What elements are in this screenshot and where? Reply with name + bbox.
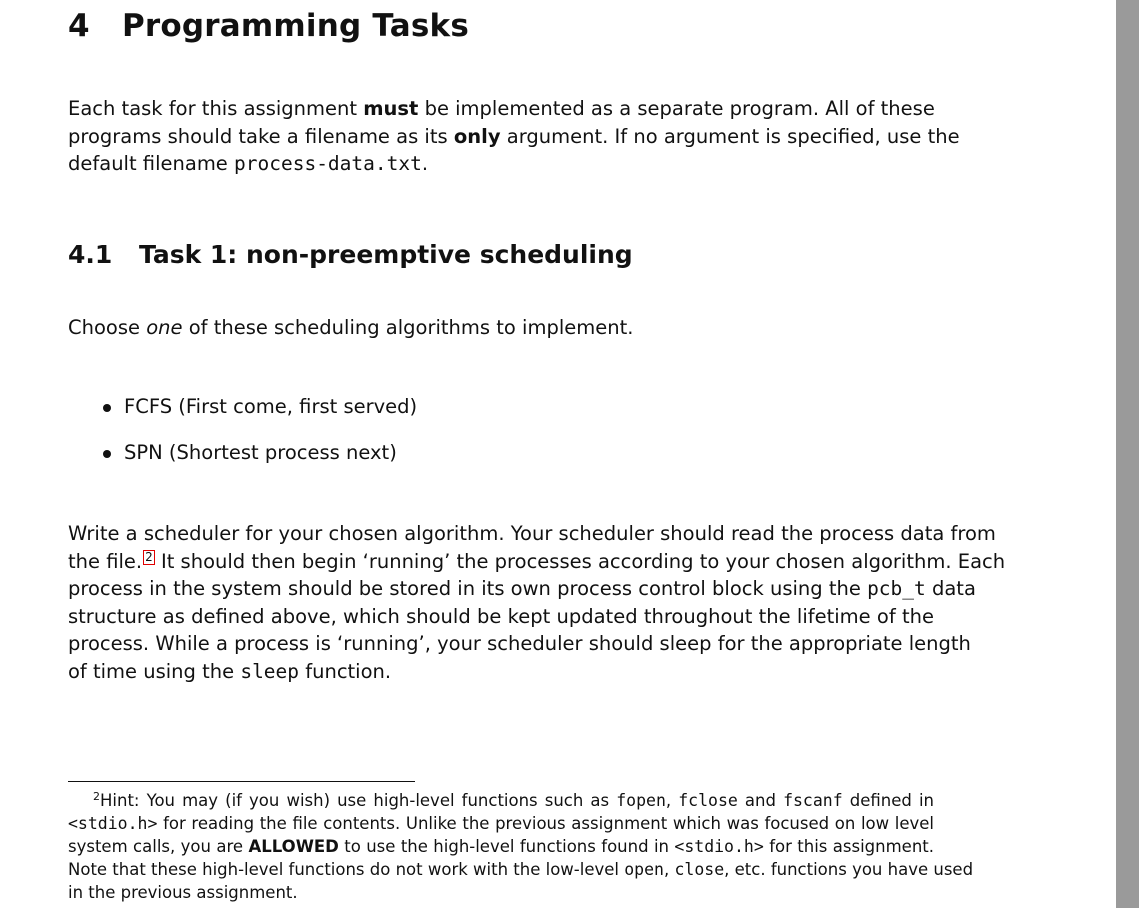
footnote-rule	[68, 781, 415, 782]
intro-line	[68, 95, 934, 123]
intro-paragraph	[68, 95, 960, 178]
footnote-line	[68, 785, 934, 812]
text-span: for this assignment.	[769, 837, 935, 857]
code-span: close	[674, 860, 725, 880]
text-span: to use the high-level functions found in	[344, 837, 669, 857]
list-item-text: FCFS (First come, first served)	[124, 395, 418, 418]
task-line: Write a scheduler for your chosen algorithm. Your scheduler should read the process data from	[68, 522, 996, 545]
code-span: <stdio.h>	[674, 837, 764, 857]
code-span: fclose	[678, 791, 738, 810]
text-span: the file.	[68, 549, 143, 573]
footnote-link[interactable]: 2	[145, 549, 153, 564]
subsection-title: Task 1: non-preemptive scheduling	[139, 240, 633, 269]
text-span: Hint: You may (if you wish) use high-level functions such as	[100, 791, 610, 810]
code-span: <stdio.h>	[68, 814, 158, 834]
list-item-text: SPN (Shortest process next)	[124, 441, 397, 464]
footnote-line	[68, 812, 934, 835]
section-number: 4	[68, 8, 90, 44]
intro-line	[68, 123, 960, 151]
section-title: Programming Tasks	[122, 8, 469, 44]
text-span: It should then begin ‘running’ the processes according to your chosen algorithm. Each	[160, 549, 1006, 573]
bullet-icon	[103, 404, 111, 412]
text-span: Choose	[68, 316, 140, 339]
text-span: ,	[665, 791, 672, 810]
code-span: fopen	[616, 791, 666, 810]
text-span: default filename	[68, 152, 228, 176]
footnote-mark: 2	[93, 790, 100, 803]
task-line	[68, 548, 1006, 576]
text-span: data	[931, 577, 976, 601]
footnote-line: in the previous assignment.	[68, 883, 298, 903]
sleep-code: sleep	[240, 659, 300, 683]
text-span: process in the system should be stored in its own process control block using the	[68, 577, 861, 601]
task-line	[68, 658, 934, 686]
code-span: fscanf	[783, 791, 843, 810]
task-line: process. While a process is ‘running’, your scheduler should sleep for the appropriate length	[68, 632, 971, 656]
text-span: function.	[305, 659, 392, 683]
choose-paragraph	[68, 314, 934, 342]
text-span: of time using the	[68, 659, 235, 683]
emphasis-must: must	[363, 97, 419, 120]
text-span: Each task for this assignment	[68, 97, 358, 120]
task-line: structure as defined above, which should be kept updated throughout the lifetime of the	[68, 604, 934, 628]
subsection-heading	[68, 240, 633, 269]
code-span: open	[624, 860, 664, 880]
footnote	[68, 785, 974, 904]
text-span: defined in	[849, 791, 934, 810]
subsection-number: 4.1	[68, 240, 113, 269]
text-span: and	[744, 791, 776, 810]
text-span: programs should take a filename as its	[68, 124, 448, 148]
text-span: ,	[663, 860, 670, 880]
vertical-scrollbar[interactable]	[1116, 0, 1139, 908]
emphasis-allowed: ALLOWED	[248, 837, 339, 857]
text-span: for reading the file contents. Unlike the previous assignment which was focused on low level	[163, 814, 934, 834]
text-span: of these scheduling algorithms to implement.	[188, 316, 634, 339]
text-span: , etc. functions you have used	[724, 860, 974, 880]
emphasis-only: only	[453, 124, 501, 148]
text-span: be implemented as a separate program. All of these	[424, 97, 935, 120]
filename-code: process-data.txt	[234, 152, 422, 176]
section-heading	[68, 8, 469, 44]
intro-line	[68, 150, 934, 178]
text-span: system calls, you are	[68, 837, 244, 857]
task-paragraph	[68, 520, 1006, 686]
task-line	[68, 575, 976, 603]
text-span: Note that these high-level functions do not work with the low-level	[68, 860, 619, 880]
footnote-line	[68, 858, 974, 881]
text-span: .	[421, 152, 429, 176]
bullet-icon	[103, 450, 111, 458]
emphasis-one: one	[146, 316, 183, 339]
pcb-code: pcb_t	[867, 577, 926, 601]
footnote-line	[68, 835, 934, 858]
choose-line	[68, 314, 934, 342]
text-span: argument. If no argument is specified, use the	[506, 124, 960, 148]
